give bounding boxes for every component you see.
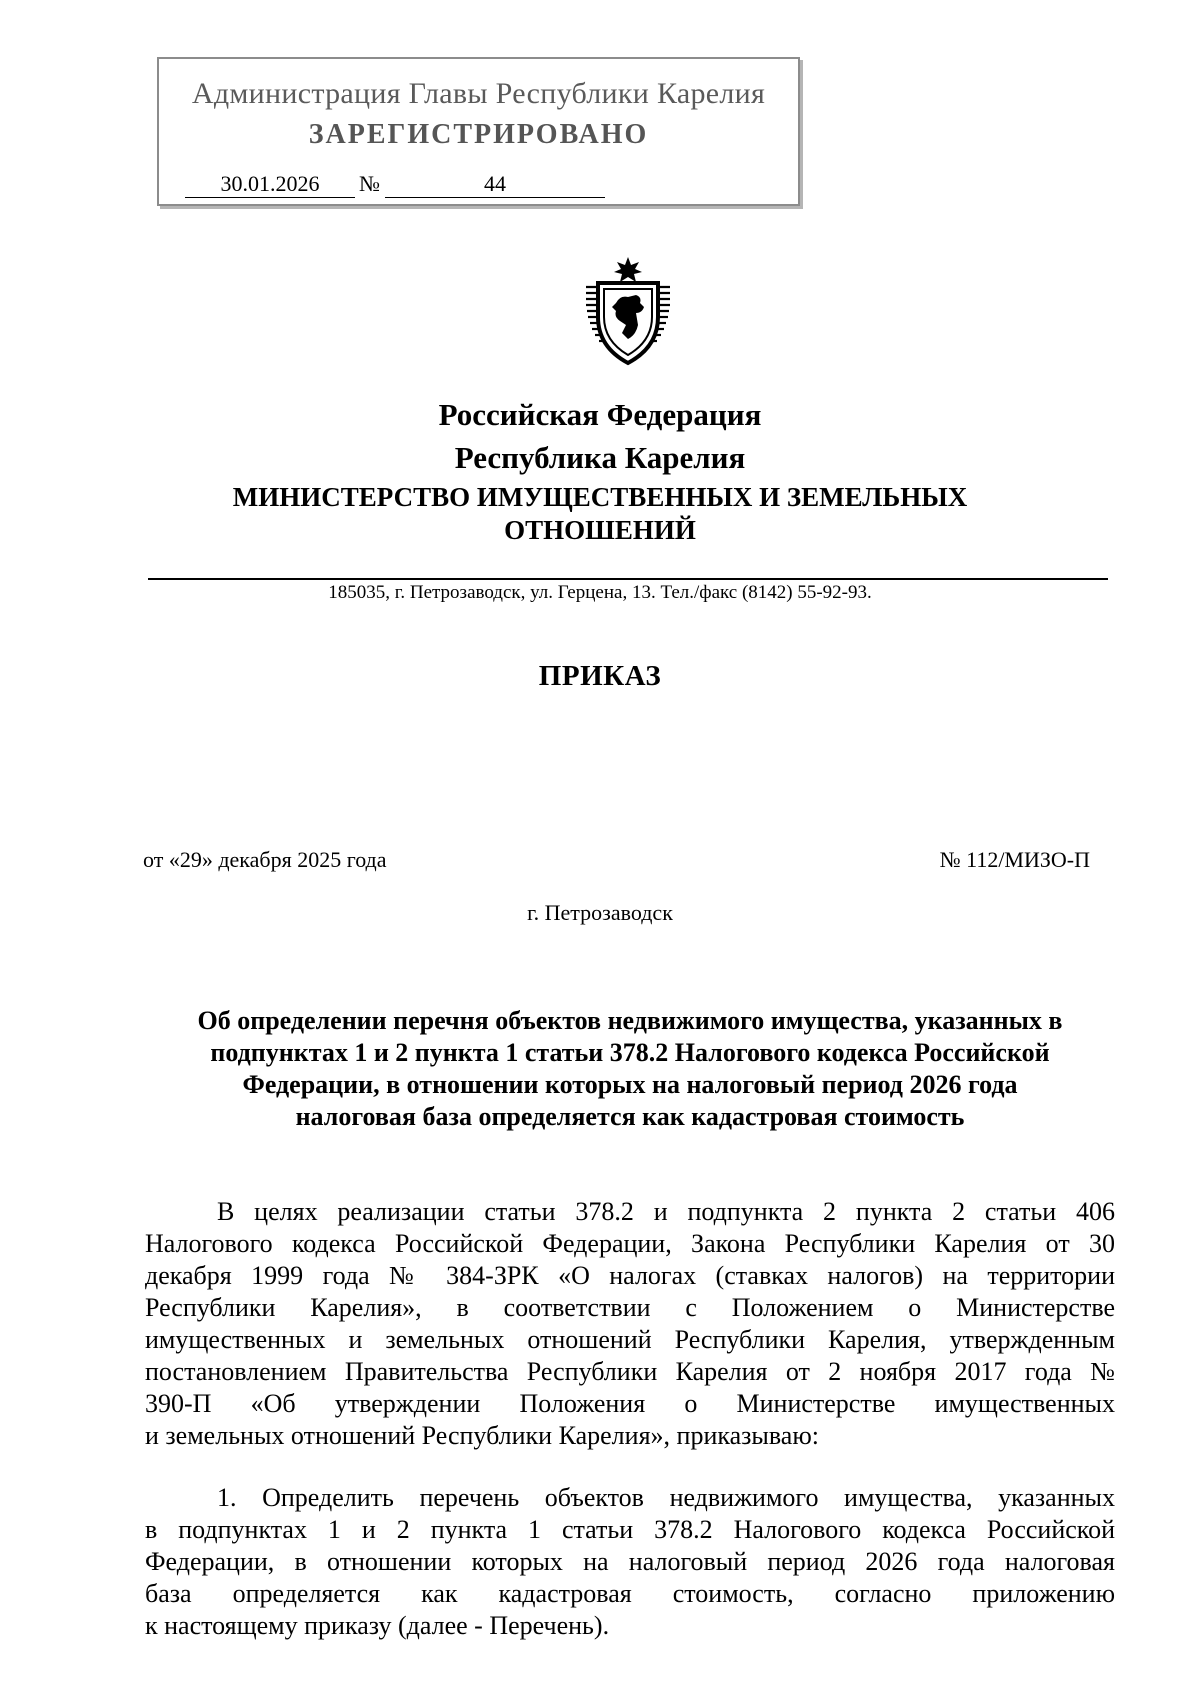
- stamp-number-label: №: [359, 171, 380, 196]
- stamp-date: 30.01.2026: [185, 171, 355, 198]
- ministry-name: [0, 481, 1200, 547]
- ministry-name-line: ОТНОШЕНИЙ: [504, 515, 696, 545]
- order-city: г. Петрозаводск: [527, 900, 673, 925]
- paragraph-line: Республики Карелия», в соответствии с Положением о Министерстве: [145, 1293, 1115, 1322]
- subject-line: подпунктах 1 и 2 пункта 1 статьи 378.2 Налогового кодекса Российской: [210, 1038, 1050, 1067]
- body-paragraph-item-1: [145, 1482, 1115, 1642]
- paragraph-line: Налогового кодекса Российской Федерации, Закона Республики Карелия от 30: [145, 1229, 1115, 1258]
- ministry-name-line: МИНИСТЕРСТВО ИМУЩЕСТВЕННЫХ И ЗЕМЕЛЬНЫХ: [232, 482, 968, 512]
- paragraph-line: постановлением Правительства Республики Карелия от 2 ноября 2017 года №: [145, 1357, 1115, 1386]
- registration-stamp: [157, 57, 800, 206]
- paragraph-line: к настоящему приказу (далее - Перечень).: [145, 1611, 610, 1640]
- stamp-organization: Администрация Главы Республики Карелия: [191, 77, 766, 110]
- subject-line: налоговая база определяется как кадастровая стоимость: [295, 1102, 965, 1131]
- country-name: Российская Федерация: [438, 397, 762, 432]
- stamp-number: 44: [385, 171, 605, 198]
- body-paragraph-preamble: [145, 1196, 1115, 1452]
- paragraph-line: база определяется как кадастровая стоимость, согласно приложению: [145, 1579, 1115, 1608]
- ministry-address: 185035, г. Петрозаводск, ул. Герцена, 13. Тел./факс (8142) 55-92-93.: [328, 582, 872, 603]
- paragraph-line: имущественных и земельных отношений Республики Карелия, утвержденным: [145, 1325, 1115, 1354]
- paragraph-line: Федерации, в отношении которых на налоговый период 2026 года налоговая: [145, 1547, 1115, 1576]
- republic-name: Республика Карелия: [454, 440, 746, 475]
- subject-line: Об определении перечня объектов недвижимого имущества, указанных в: [197, 1006, 1063, 1035]
- coat-of-arms-icon: [582, 255, 674, 369]
- paragraph-line: В целях реализации статьи 378.2 и подпункта 2 пункта 2 статьи 406: [217, 1197, 1115, 1226]
- paragraph-line: 390-П «Об утверждении Положения о Министерстве имущественных: [145, 1389, 1115, 1418]
- order-subject: [150, 1005, 1110, 1133]
- header-divider: [148, 578, 1108, 580]
- paragraph-line: декабря 1999 года № 384-ЗРК «О налогах (ставках налогов) на территории: [145, 1261, 1115, 1290]
- stamp-status: ЗАРЕГИСТРИРОВАНО: [308, 119, 649, 150]
- paragraph-line: в подпунктах 1 и 2 пункта 1 статьи 378.2 Налогового кодекса Российской: [145, 1515, 1115, 1544]
- order-number: № 112/МИЗО-П: [939, 847, 1090, 872]
- paragraph-line: и земельных отношений Республики Карелия», приказываю:: [145, 1421, 819, 1450]
- document-title: ПРИКАЗ: [538, 660, 662, 692]
- subject-line: Федерации, в отношении которых на налоговый период 2026 года: [242, 1070, 1018, 1099]
- paragraph-line: 1. Определить перечень объектов недвижимого имущества, указанных: [217, 1483, 1115, 1512]
- order-date: от «29» декабря 2025 года: [143, 847, 387, 872]
